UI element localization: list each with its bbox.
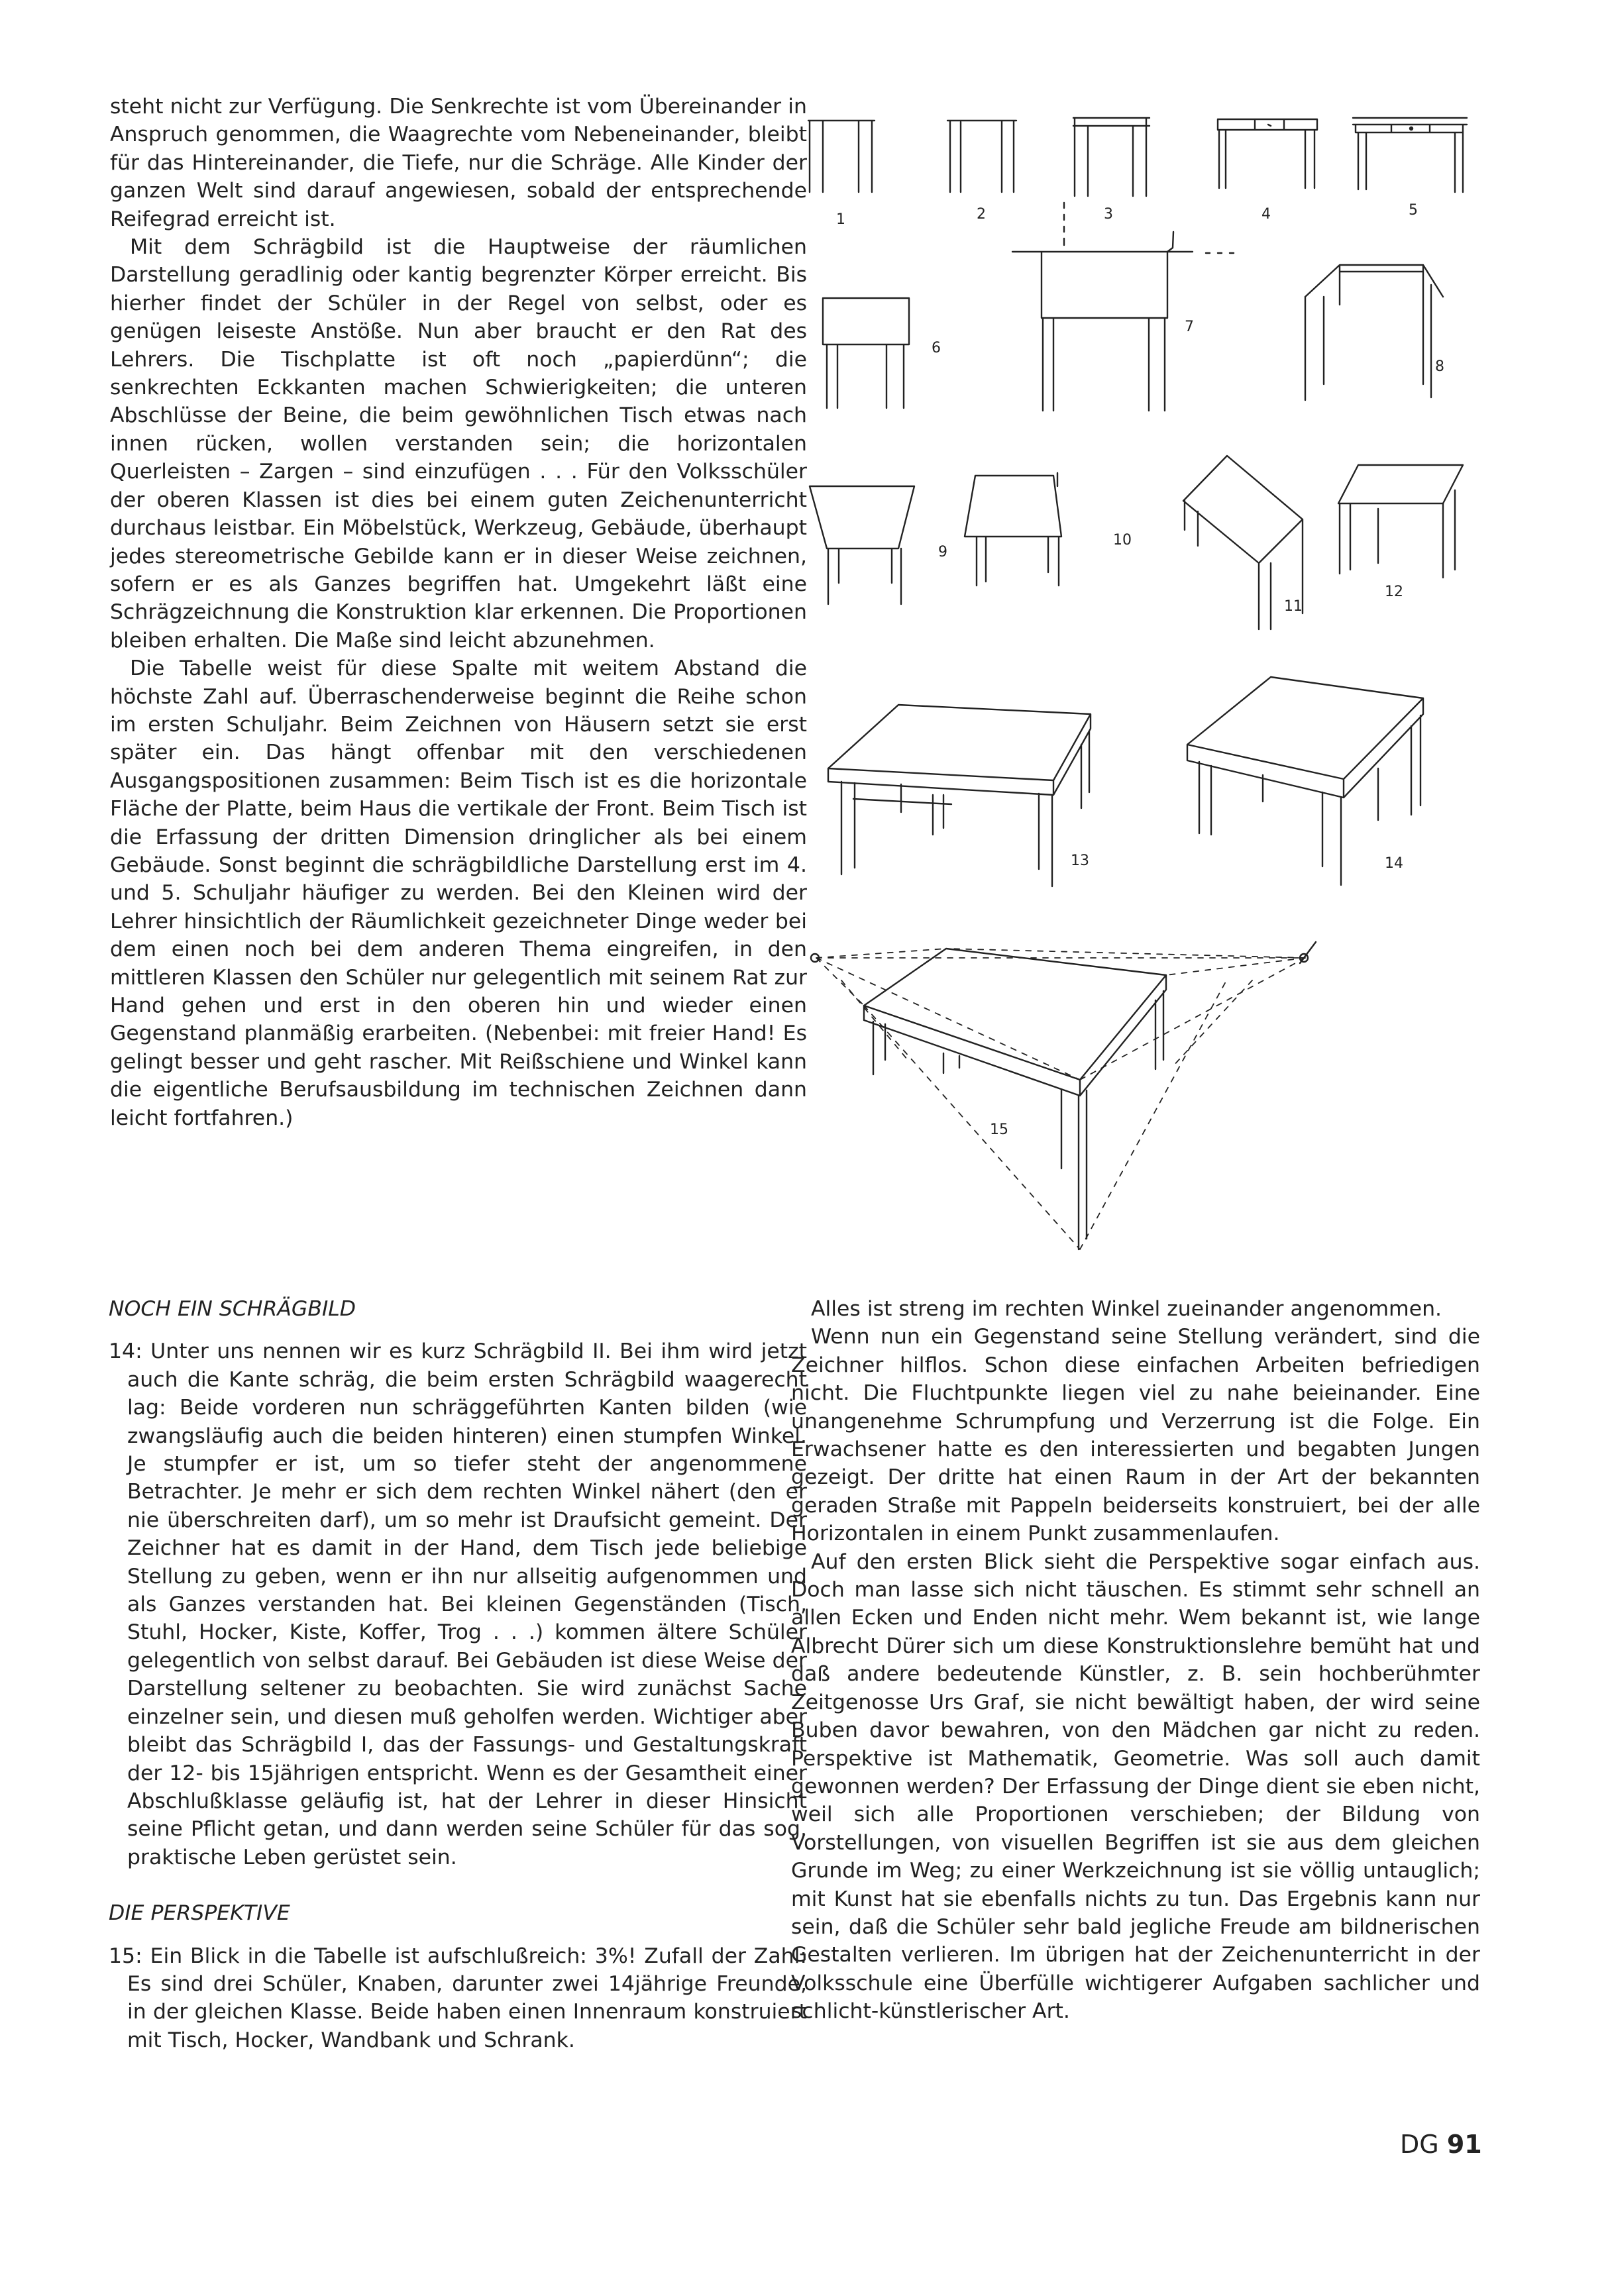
- figure-label: 12: [1385, 584, 1403, 600]
- paragraph: Die Tabelle weist für diese Spalte mit weitem Abstand die höchste Zahl auf. Überraschenderweise beginnt die Reihe schon im ersten Schuljahr. Beim Zeichnen von Häusern setzt sie erst später ein. Das hängt offenbar mit den verschiedenen Ausgangspositionen zusammen: Beim Tisch ist es die horizontale Fläche der Platte, beim Haus die vertikale der Front. Beim Tisch ist die Erfassung der dritten Dimension dringlicher als bei einem Gebäude. Sonst beginnt die schrägbildliche Darstellung erst im 4. und 5. Schuljahr häufiger zu werden. Bei den Kleinen wird der Lehrer hinsichtlich der Räumlichkeit gezeichneter Dinge weder bei dem einen noch bei dem anderen Thema eingreifen, in den mittleren Klassen den Schüler nur gelegentlich mit seinem Rat zur Hand gehen und erst in den oberen hin und wieder einen Gegenstand planmäßig erarbeiten. (Nebenbei: mit freier Hand! Es gelingt besser und geht rascher. Mit Reißschiene und Winkel kann die eigentliche Berufsausbildung im technischen Zeichnen dann leicht fortfahren.): [110, 656, 807, 1130]
- figure-label: 1: [836, 211, 845, 228]
- paragraph: 14: Unter uns nennen wir es kurz Schrägbild II. Bei ihm wird jetzt auch die Kante schräg, die beim ersten Schrägbild waagerecht lag: Beide vorderen nun schräggeführten Kanten bilden (wie zwangsläufig auch die beiden hinteren) einen stumpfen Winkel. Je stumpfer er ist, um so tiefer steht der angenommene Betrachter. Je mehr er sich dem rechten Winkel nähert (den er nie überschreiten darf), um so mehr ist Draufsicht gemeint. Der Zeichner hat es damit in der Hand, dem Tisch jede beliebige Stellung zu geben, wenn er ihn nur allseitig aufgenommen und als Ganzes verstanden hat. Bei kleinen Gegenständen (Tisch, Stuhl, Hocker, Kiste, Koffer, Trog . . .) kommen ältere Schüler gelegentlich von selbst darauf. Bei Gebäuden ist diese Weise der Darstellung seltener zu beobachten. Sie wird zunächst Sache einzelner sein, und diesen muß geholfen werden. Wichtiger aber bleibt das Schrägbild I, das der Fassungs- und Gestaltungskraft der 12- bis 15jährigen entspricht. Wenn es der Gesamtheit einer Abschlußklasse geläufig ist, hat der Lehrer in dieser Hinsicht seine Pflicht getan, und dann werden seine Schüler für das sog. praktische Leben gerüstet sein.: [109, 1339, 807, 1869]
- drawing-10: [965, 473, 1061, 586]
- drawing-13: [828, 705, 1091, 886]
- paragraph: 15: Ein Blick in die Tabelle ist aufschlußreich: 3%! Zufall der Zahl: Es sind drei Schüler, Knaben, darunter zwei 14jährige Freunde, in der gleichen Klasse. Beide haben einen Innenraum konstruiert mit Tisch, Hocker, Wandbank und Schrank.: [109, 1944, 807, 2052]
- drawing-8: [1305, 265, 1443, 400]
- left-column-top: [110, 93, 807, 1132]
- figure-label: 9: [938, 544, 947, 560]
- figure-label: 7: [1185, 319, 1194, 335]
- figure-label: 11: [1284, 598, 1303, 615]
- left-column-bottom: [109, 1295, 807, 2054]
- figure-label: 15: [990, 1122, 1008, 1138]
- drawing-12: [1338, 465, 1463, 578]
- drawing-15: [811, 942, 1316, 1249]
- right-column-bottom: [791, 1295, 1480, 2026]
- paragraph: Mit dem Schrägbild ist die Hauptweise der räumlichen Darstellung geradlinig oder kantig begrenzter Körper erreicht. Bis hierher findet der Schüler in der Regel von selbst, oder es genügen leiseste Anstöße. Nun aber braucht er den Rat des Lehrers. Die Tischplatte ist oft noch „papierdünn“; die senkrechten Eckkanten machen Schwierigkeiten; die unteren Abschlüsse der Beine, die beim gewöhnlichen Tisch etwas nach innen rücken, wollen verstanden sein; die horizontalen Querleisten – Zargen – sind einzufügen . . . Für den Volksschüler der oberen Klassen ist dies bei einem guten Zeichenunterricht durchaus leistbar. Ein Möbelstück, Werkzeug, Gebäude, überhaupt jedes stereometrische Gebilde kann er in dieser Weise zeichnen, sofern er es als Ganzes begriffen hat. Umgekehrt läßt eine Schrägzeichnung die Konstruktion klar erkennen. Die Proportionen bleiben erhalten. Die Maße sind leicht abzunehmen.: [110, 235, 807, 652]
- drawing-4: [1218, 119, 1317, 188]
- figure-label: 13: [1071, 853, 1089, 869]
- paragraph: Auf den ersten Blick sieht die Perspektive sogar einfach aus. Doch man lasse sich nicht täuschen. Es stimmt sehr schnell an allen Ecken und Enden nicht mehr. Wem bekannt ist, wie lange Albrecht Dürer sich um diese Konstruktionslehre bemüht hat und daß andere bedeutende Künstler, z. B. sein hochberühmter Zeitgenosse Urs Graf, sie nicht bewältigt haben, der wird seine Buben davor bewahren, von den Mädchen gar nicht zu reden. Perspektive ist Mathematik, Geometrie. Was soll auch damit gewonnen werden? Der Erfassung der Dinge dient sie eben nicht, weil sich alle Proportionen verschieben; der Bildung von Vorstellungen, von visuellen Begriffen ist sie aus dem gleichen Grunde im Weg; zu einer Werkzeichnung ist sie völlig untauglich; mit Kunst hat sie ebenfalls nichts zu tun. Das Ergebnis kann nur sein, daß die Schüler sehr bald jegliche Freude am bildnerischen Gestalten verlieren. Im übrigen hat der Zeichenunterricht in der Volksschule eine Überfülle wichtigerer Aufgaben sachlicher und schlicht-künstlerischer Art.: [791, 1549, 1480, 2024]
- figure-label: 2: [977, 206, 986, 223]
- page-number-value: 91: [1446, 2130, 1482, 2159]
- drawing-1: [808, 121, 875, 192]
- page-prefix: DG: [1400, 2130, 1439, 2159]
- figure-label: 4: [1261, 206, 1271, 223]
- page-number: [1400, 2130, 1482, 2159]
- drawing-3: [1073, 118, 1150, 196]
- drawing-7: [1012, 203, 1234, 411]
- paragraph: Alles ist streng im rechten Winkel zueinander angenommen.: [811, 1297, 1442, 1321]
- figure-label: 5: [1409, 202, 1418, 219]
- table-drawings-figure: [802, 106, 1491, 1272]
- figure-label: 3: [1104, 206, 1113, 223]
- figure-label: 10: [1113, 532, 1132, 548]
- paragraph: Wenn nun ein Gegenstand seine Stellung verändert, sind die Zeichner hilflos. Schon diese einfachen Arbeiten befriedigen nicht. Die Fluchtpunkte liegen viel zu nahe beieinander. Eine unangenehme Schrumpfung und Verzerrung ist die Folge. Ein Erwachsener hatte es den interessierten und begabten Jungen gezeigt. Der dritte hat einen Raum in der Art der bekannten geraden Straße mit Pappeln beiderseits konstruiert, bei der alle Horizontalen in einem Punkt zusammenlaufen.: [791, 1325, 1480, 1546]
- drawing-14: [1187, 677, 1423, 885]
- section-heading: NOCH EIN SCHRÄGBILD: [109, 1297, 356, 1321]
- drawing-5: [1353, 118, 1467, 192]
- drawing-9: [810, 486, 914, 604]
- paragraph: steht nicht zur Verfügung. Die Senkrechte ist vom Übereinander in Anspruch genommen, die Waagrechte vom Nebeneinander, bleibt für das Hintereinander, die Tiefe, nur die Schräge. Alle Kinder der ganzen Welt sind darauf angewiesen, sobald der entsprechende Reifegrad erreicht ist.: [110, 95, 807, 231]
- drawing-6: [823, 298, 909, 408]
- drawing-2: [947, 121, 1016, 192]
- figure-label: 14: [1385, 855, 1403, 872]
- figure-label: 8: [1435, 358, 1444, 375]
- section-heading: DIE PERSPEKTIVE: [109, 1901, 290, 1926]
- figure-label: 6: [932, 340, 941, 356]
